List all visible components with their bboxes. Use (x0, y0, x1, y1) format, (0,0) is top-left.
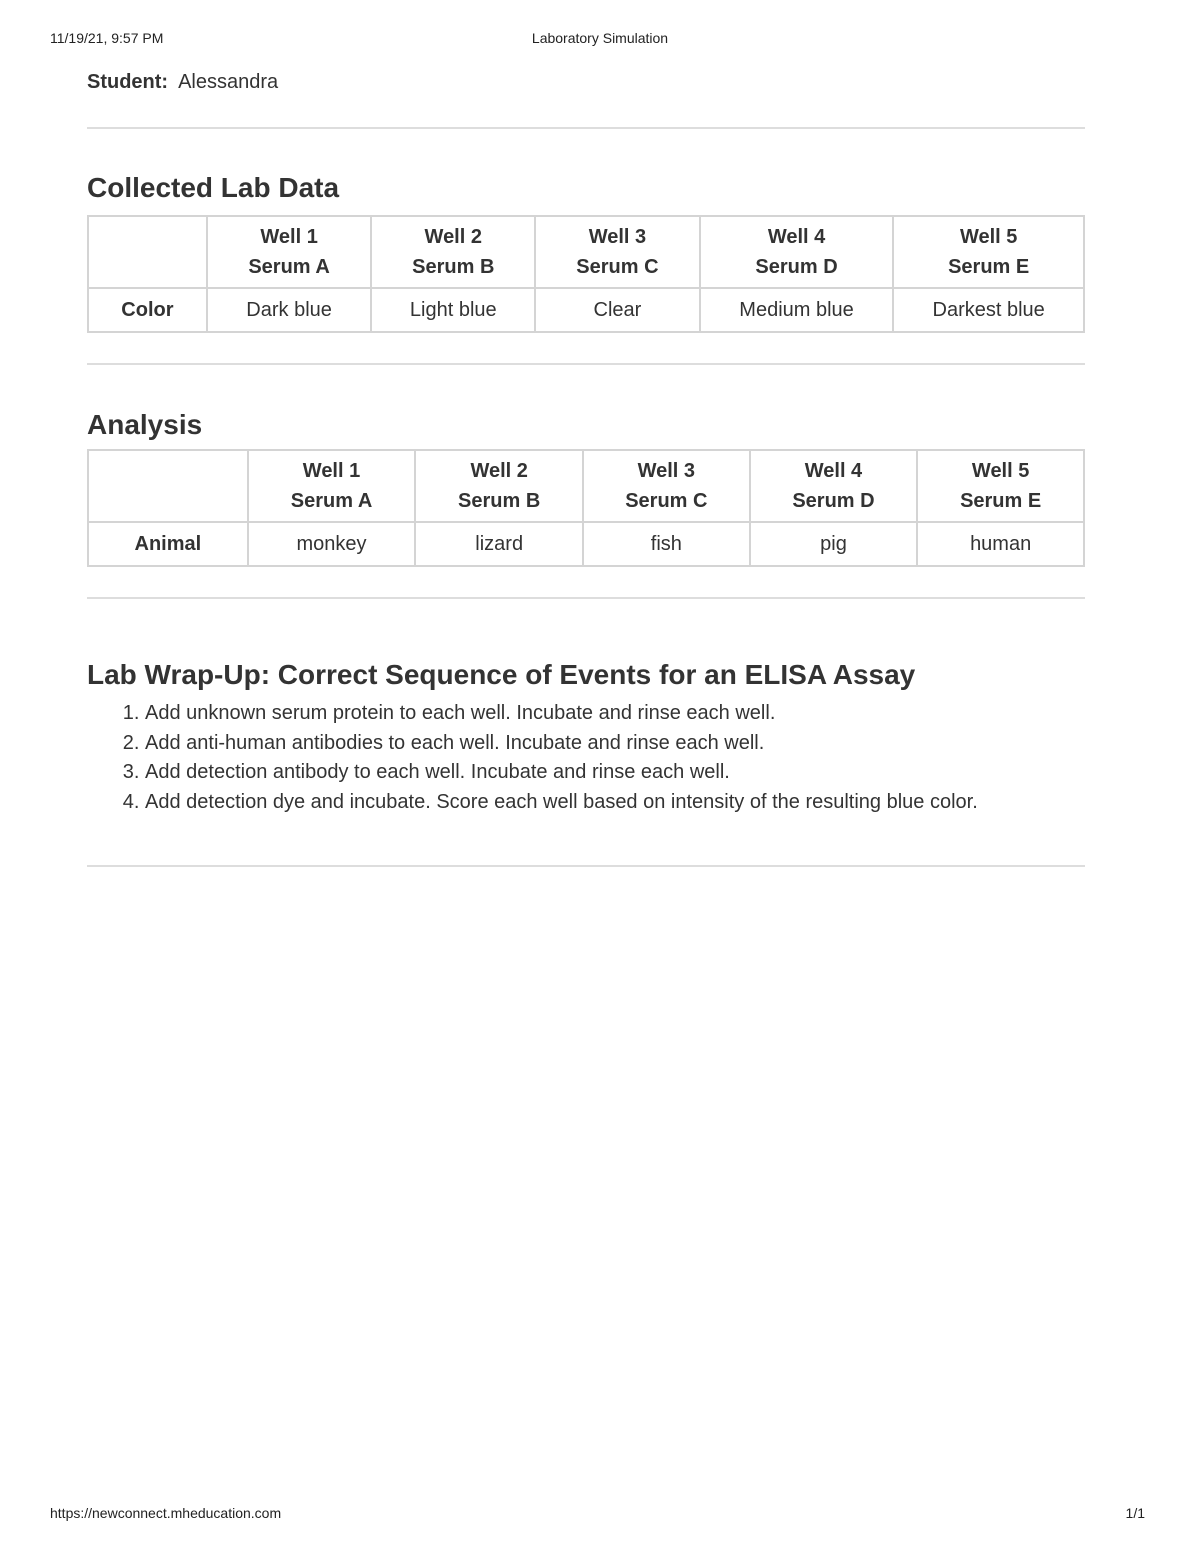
analysis-heading: Analysis (87, 409, 203, 440)
table-cell: lizard (415, 522, 583, 566)
print-footer (50, 1505, 1145, 1525)
list-item: 1. Add unknown serum protein to each well. Incubate and rinse each well. (145, 699, 1085, 729)
table-header-row (88, 216, 1084, 288)
table-cell: Clear (535, 288, 700, 332)
list-item: 2. Add anti-human antibodies to each well. Incubate and rinse each well. (145, 729, 1085, 759)
collected-lab-data-heading: Collected Lab Data (87, 172, 340, 203)
column-header (207, 216, 372, 288)
report-content (87, 66, 1085, 867)
table-cell: Medium blue (700, 288, 894, 332)
collected-lab-data-table (87, 215, 1085, 333)
serum-label: Serum B (458, 490, 541, 512)
column-header (248, 450, 416, 522)
column-header (700, 216, 894, 288)
column-header (917, 450, 1084, 522)
student-name: Alessandra (178, 71, 279, 93)
well-label: Well 4 (804, 460, 863, 482)
table-row (88, 522, 1084, 566)
well-label: Well 2 (424, 226, 482, 248)
print-header (50, 30, 1150, 50)
analysis-table (87, 449, 1085, 567)
well-label: Well 1 (302, 460, 361, 482)
table-cell: Darkest blue (893, 288, 1084, 332)
table-cell: human (917, 522, 1084, 566)
section-divider (87, 865, 1085, 867)
well-label: Well 3 (637, 460, 696, 482)
table-cell: fish (583, 522, 750, 566)
table-cell: monkey (248, 522, 416, 566)
table-row (88, 288, 1084, 332)
serum-label: Serum C (625, 490, 708, 512)
column-header (535, 216, 700, 288)
column-header (893, 216, 1084, 288)
table-cell: Dark blue (207, 288, 372, 332)
corner-cell (88, 450, 248, 522)
page-number: 1/1 (1125, 1505, 1145, 1521)
serum-label: Serum D (755, 256, 838, 278)
serum-label: Serum A (248, 256, 330, 278)
table-cell: Light blue (371, 288, 535, 332)
well-label: Well 3 (588, 226, 647, 248)
table-header-row (88, 450, 1084, 522)
well-label: Well 2 (470, 460, 528, 482)
well-label: Well 5 (959, 226, 1018, 248)
student-label: Student: (87, 71, 169, 93)
page-url: https://newconnect.mheducation.com (50, 1505, 282, 1521)
serum-label: Serum B (412, 256, 495, 278)
list-item: 3. Add detection antibody to each well. Incubate and rinse each well. (145, 758, 1085, 788)
column-header (415, 450, 583, 522)
wrap-up-heading: Lab Wrap-Up: Correct Sequence of Events for an ELISA Assay (87, 659, 916, 690)
print-date: 11/19/21, 9:57 PM (50, 30, 164, 46)
well-label: Well 1 (260, 226, 318, 248)
well-label: Well 5 (971, 460, 1030, 482)
serum-label: Serum E (948, 256, 1030, 278)
serum-label: Serum C (576, 256, 659, 278)
table-cell: pig (750, 522, 918, 566)
serum-label: Serum E (960, 490, 1042, 512)
column-header (583, 450, 750, 522)
print-page-title: Laboratory Simulation (531, 30, 669, 46)
student-line (87, 66, 1085, 98)
column-header (371, 216, 535, 288)
list-item: 4. Add detection dye and incubate. Score each well based on intensity of the resulting blue color. (145, 788, 1085, 818)
well-label: Well 4 (767, 226, 826, 248)
column-header (750, 450, 918, 522)
sequence-list (87, 699, 1085, 817)
serum-label: Serum A (290, 490, 373, 512)
row-label-color: Color (88, 288, 207, 332)
row-label-animal: Animal (88, 522, 248, 566)
serum-label: Serum D (792, 490, 875, 512)
corner-cell (88, 216, 207, 288)
